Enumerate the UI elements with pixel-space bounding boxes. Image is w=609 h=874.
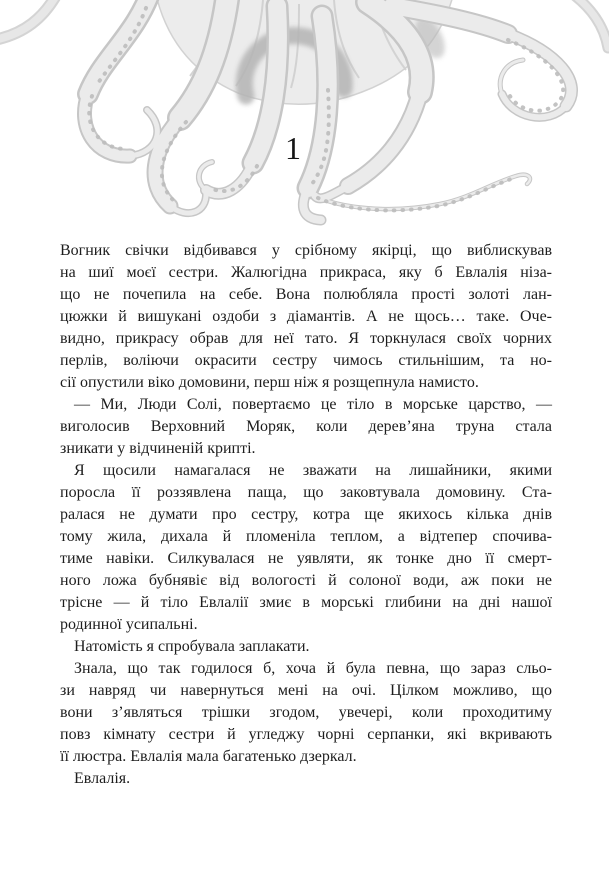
text-line: поросла її роззявлена паща, що заковтувала домовину. Ста- <box>60 484 552 501</box>
text-line: родинної усипальні. <box>60 616 198 633</box>
text-line: її люстра. Евлалія мала багатенько дзеркал. <box>60 748 357 765</box>
text-line: тому жила, дихала й пломеніла теплом, а відтепер спочива- <box>60 528 552 545</box>
text-line: ного ложа бубнявіє від вологості й солоної води, аж поки не <box>60 572 552 589</box>
text-line: зи навряд чи навернуться мені на очі. Цілком можливо, що <box>60 682 552 699</box>
paragraph <box>60 394 552 460</box>
text-line: — Ми, Люди Солі, повертаємо це тіло в морське царство, — <box>74 396 552 413</box>
paragraph <box>60 636 552 658</box>
text-line: сії опустили віко домовини, перш ніж я розщепнула намисто. <box>60 374 479 391</box>
chapter-number: 1 <box>285 130 301 166</box>
paragraph <box>60 460 552 636</box>
text-line: Вогник свічки відбивався у срібному якірці, що виблискував <box>60 242 552 259</box>
text-line: перлів, воліючи окрасити сестру чимось стильнішим, та но- <box>60 352 552 369</box>
text-line: на шиї моєї сестри. Жалюгідна прикраса, яку б Евлалія ніза- <box>60 264 552 281</box>
text-line: видно, прикрасу обрав для неї тато. Я торкнулася своїх чорних <box>60 330 552 347</box>
text-line: трісне — й тіло Евлалії змиє в морські глибини на дні нашої <box>60 594 552 611</box>
text-line: тиме навіки. Силкувалася не уявляти, як тонке дно її смерт- <box>60 550 552 567</box>
text-line: вони з’являться трішки згодом, увечері, коли проходитиму <box>60 704 552 721</box>
text-line: повз кімнату сестри й угледжу чорні серпанки, які вкривають <box>60 726 552 743</box>
text-line: Натомість я спробувала заплакати. <box>74 638 310 655</box>
text-line: зникати у відчиненій крипті. <box>60 440 256 457</box>
paragraph <box>60 658 552 768</box>
text-line: Я щосили намагалася не зважати на лишайники, якими <box>74 462 552 479</box>
text-line: Евлалія. <box>74 770 131 787</box>
paragraph <box>60 240 552 394</box>
paragraph <box>60 768 552 790</box>
octopus-icon <box>0 0 609 238</box>
chapter-body <box>60 240 552 790</box>
text-line: виголосив Верховний Моряк, коли дерев’яна труна стала <box>60 418 552 435</box>
text-line: ралася не думати про сестру, котра ще якихось кілька днів <box>60 506 552 523</box>
text-line: цюжки й вишукані оздоби з діамантів. А не щось… таке. Оче- <box>60 308 552 325</box>
text-line: що не почепила на себе. Вона полюбляла прості золоті лан- <box>60 286 552 303</box>
text-line: Знала, що так годилося б, хоча й була певна, що зараз сльо- <box>74 660 552 677</box>
